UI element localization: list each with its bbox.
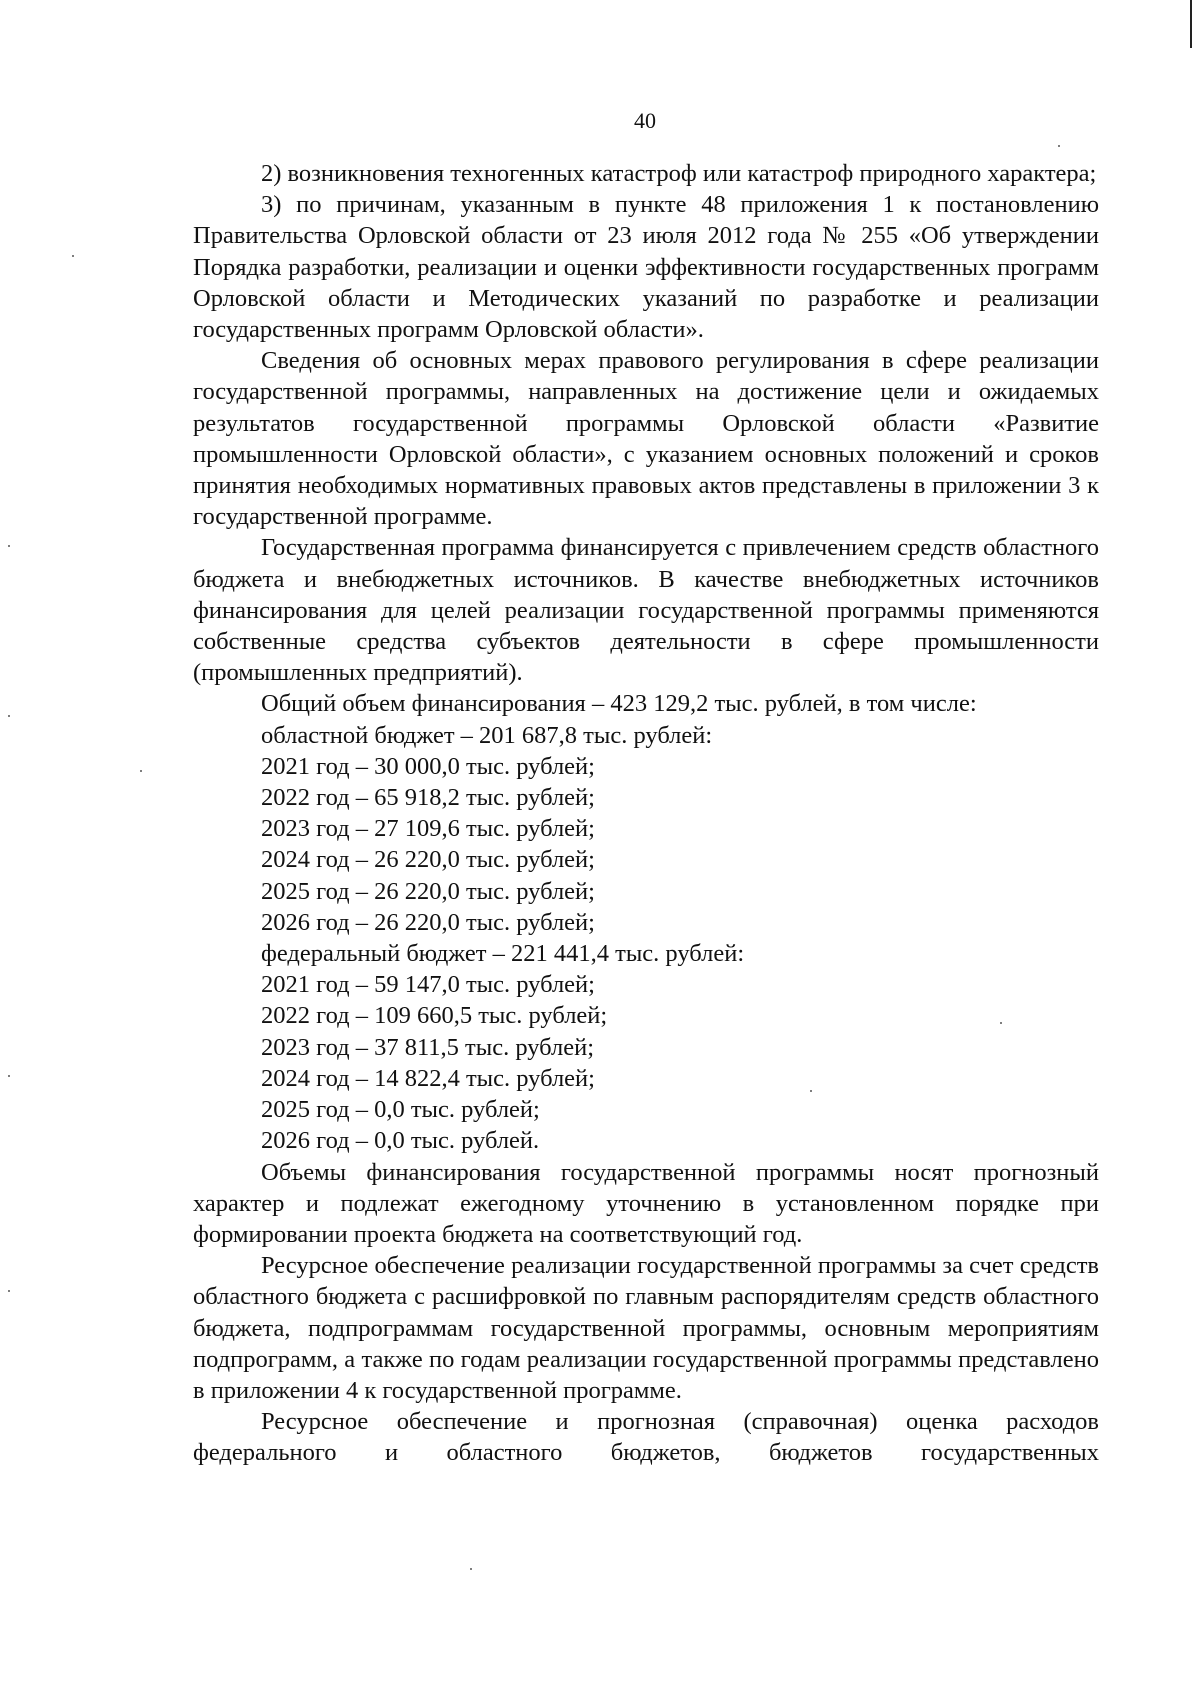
federal-year-line: 2023 год – 37 811,5 тыс. рублей; <box>261 1033 595 1061</box>
page-number: 40 <box>634 108 656 133</box>
paragraph-item-2: 2) возникновения техногенных катастроф или катастроф природного характера; <box>261 160 1097 187</box>
document-body <box>193 158 1099 1469</box>
regional-year-line: 2024 год – 26 220,0 тыс. рублей; <box>261 846 595 874</box>
scan-edge-mark <box>1190 0 1192 48</box>
regional-year-line: 2022 год – 65 918,2 тыс. рублей; <box>261 784 595 812</box>
paragraph-resource-support: Ресурсное обеспечение реализации государственной программы за счет средств областного бюджета с расшифровкой по главным распорядителям средств областного бюджета, подпрограммам государственной программы, основным мероприятиям подпрограмм, а также по годам реализации государственной программы представлено в приложении 4 к государственной программе. <box>193 1252 1099 1404</box>
federal-year-line: 2022 год – 109 660,5 тыс. рублей; <box>261 1002 608 1030</box>
federal-budget-header: федеральный бюджет – 221 441,4 тыс. рублей: <box>261 940 745 968</box>
regional-year-line: 2023 год – 27 109,6 тыс. рублей; <box>261 815 595 843</box>
regional-budget-header: областной бюджет – 201 687,8 тыс. рублей: <box>261 721 713 749</box>
paragraph-legal-regulation: Сведения об основных мерах правового регулирования в сфере реализации государственной программы, направленных на достижение цели и ожидаемых результатов государственной программы Орловской области «Развитие промышленности Орловской области», с указанием основных положений и сроков принятия необходимых нормативных правовых актов представлены в приложении 3 к государственной программе. <box>193 347 1099 531</box>
regional-year-line: 2021 год – 30 000,0 тыс. рублей; <box>261 752 595 780</box>
scan-speck <box>1058 145 1060 147</box>
paragraph-resource-estimate: Ресурсное обеспечение и прогнозная (справочная) оценка расходов федерального и областного бюджетов, бюджетов государственных <box>193 1408 1099 1467</box>
scan-speck <box>8 715 10 717</box>
scan-speck <box>140 770 142 772</box>
scan-speck <box>8 1290 10 1292</box>
federal-year-line: 2025 год – 0,0 тыс. рублей; <box>261 1096 540 1124</box>
scan-speck <box>72 255 74 257</box>
scan-speck <box>8 1075 10 1077</box>
scan-speck <box>8 545 10 547</box>
paragraph-forecast-note: Объемы финансирования государственной программы носят прогнозный характер и подлежат ежегодному уточнению в установленном порядке при формировании проекта бюджета на соответствующий год. <box>193 1158 1099 1248</box>
regional-year-line: 2026 год – 26 220,0 тыс. рублей; <box>261 908 595 936</box>
paragraph-item-3: 3) по причинам, указанным в пункте 48 приложения 1 к постановлению Правительства Орловской области от 23 июля 2012 года № 255 «Об утверждении Порядка разработки, реализации и оценки эффективности государственных программ Орловской области и Методических указаний по разработке и реализации государственных программ Орловской области». <box>193 191 1099 344</box>
federal-year-line: 2021 год – 59 147,0 тыс. рублей; <box>261 971 595 999</box>
federal-year-line: 2026 год – 0,0 тыс. рублей. <box>261 1127 540 1155</box>
paragraph-financing-sources: Государственная программа финансируется с привлечением средств областного бюджета и внебюджетных источников. В качестве внебюджетных источников финансирования для целей реализации государственной программы применяются собственные средства субъектов деятельности в сфере промышленности (промышленных предприятий). <box>193 534 1099 687</box>
regional-year-line: 2025 год – 26 220,0 тыс. рублей; <box>261 877 595 905</box>
total-financing-line: Общий объем финансирования – 423 129,2 тыс. рублей, в том числе: <box>261 690 977 718</box>
scan-speck <box>470 1568 472 1570</box>
federal-year-line: 2024 год – 14 822,4 тыс. рублей; <box>261 1064 595 1092</box>
